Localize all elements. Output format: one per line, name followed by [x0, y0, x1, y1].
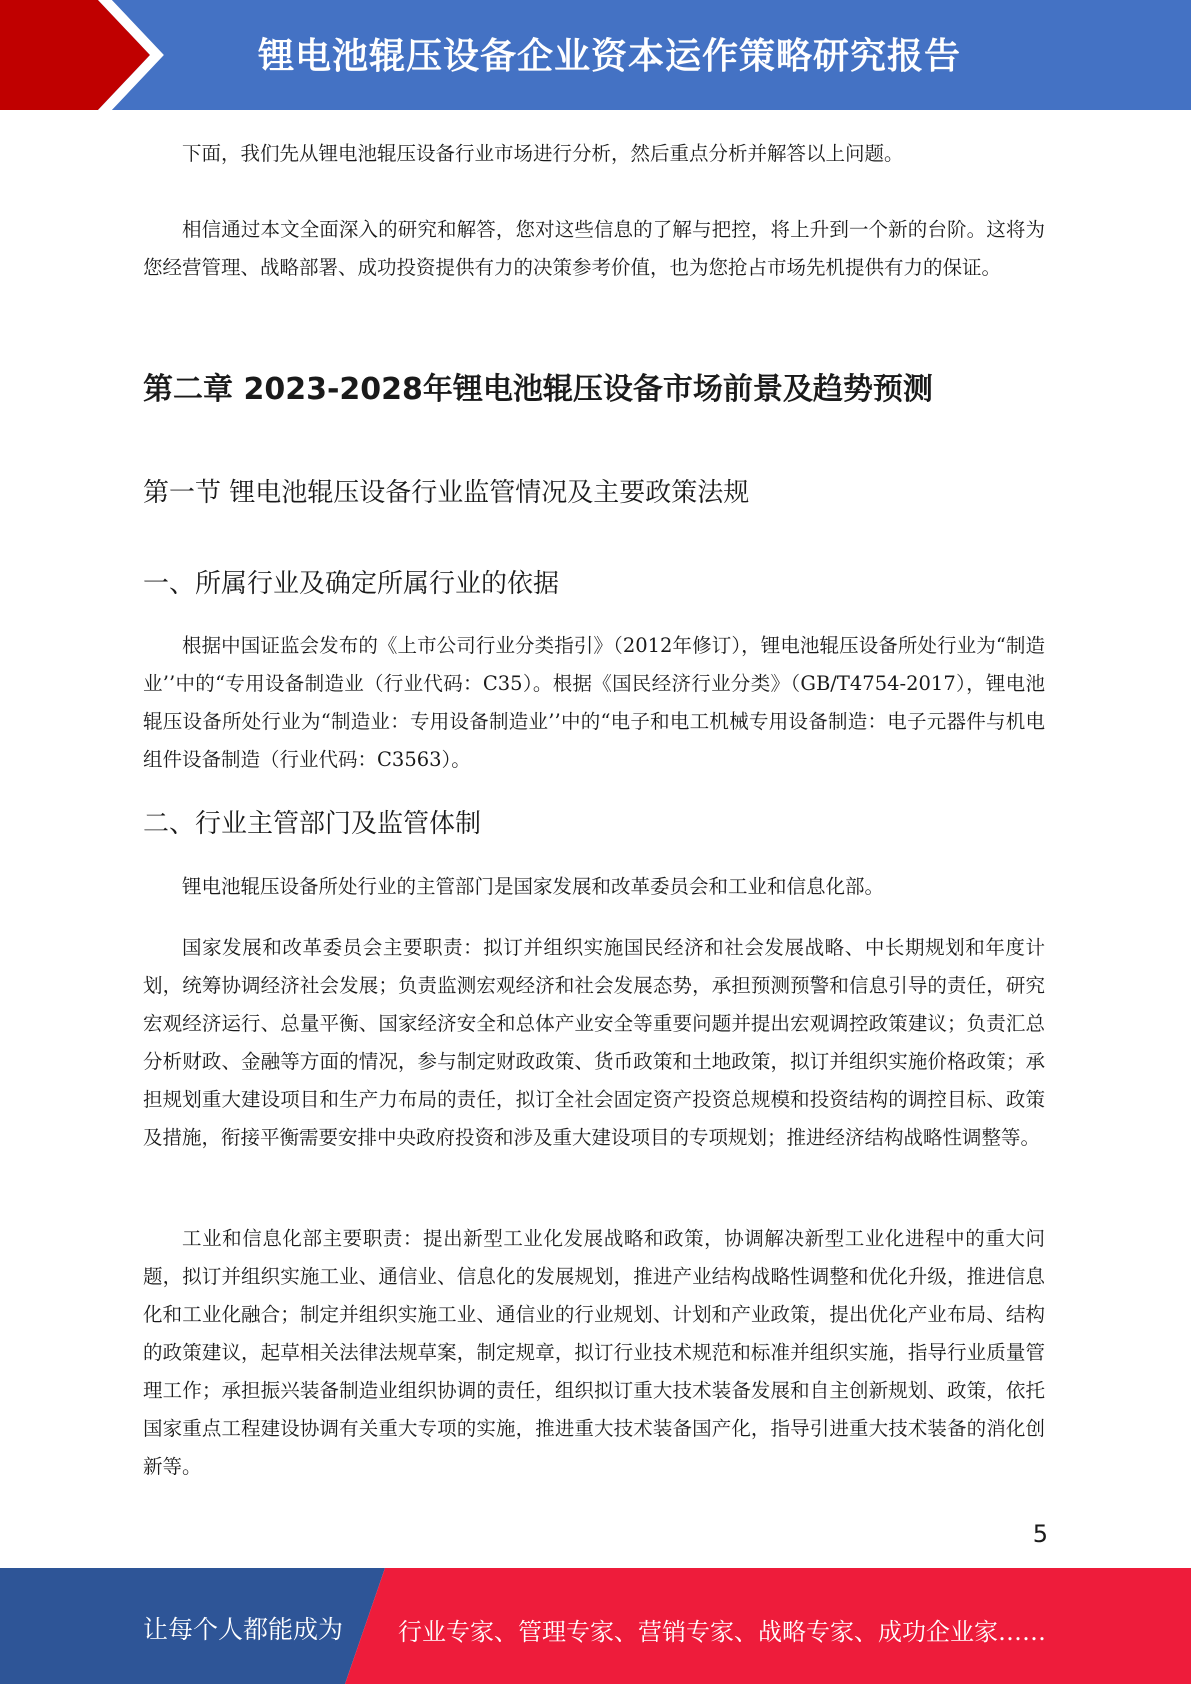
- ndrc-duties-paragraph-wrap: [143, 929, 1045, 1157]
- regulator-paragraph: 锂电池辊压设备所处行业的主管部门是国家发展和改革委员会和工业和信息化部。: [182, 875, 885, 898]
- miit-duties-paragraph: 工业和信息化部主要职责：提出新型工业化发展战略和政策，协调解决新型工业化进程中的重大问题，拟订并组织实施工业、通信业、信息化的发展规划，推进产业结构战略性调整和优化升级，推进信息化和工业化融合；制定并组织实施工业、通信业的行业规划、计划和产业政策，提出优化产业布局、结构的政策建议，起草相关法律法规草案，制定规章，拟订行业技术规范和标准并组织实施，指导行业质量管理工作；承担振兴装备制造业组织协调的责任，组织拟订重大技术装备发展和自主创新规划、政策，依托国家重点工程建设协调有关重大专项的实施，推进重大技术装备国产化，指导引进重大技术装备的消化创新等。: [143, 1227, 1045, 1478]
- ndrc-duties-paragraph: 国家发展和改革委员会主要职责：拟订并组织实施国民经济和社会发展战略、中长期规划和年度计划，统筹协调经济社会发展；负责监测宏观经济和社会发展态势，承担预测预警和信息引导的责任，研究宏观经济运行、总量平衡、国家经济安全和总体产业安全等重要问题并提出宏观调控政策建议；负责汇总分析财政、金融等方面的情况，参与制定财政政策、货币政策和土地政策，拟订并组织实施价格政策；承担规划重大建设项目和生产力布局的责任，拟订全社会固定资产投资总规模和投资结构的调控目标、政策及措施，衔接平衡需要安排中央政府投资和涉及重大建设项目的专项规划；推进经济结构战略性调整等。: [143, 936, 1045, 1149]
- page-number: 5: [1032, 1520, 1048, 1548]
- industry-classification-paragraph: 根据中国证监会发布的《上市公司行业分类指引》（2012年修订），锂电池辊压设备所处行业为“制造业’’中的“专用设备制造业（行业代码：C35）。根据《国民经济行业分类》（GB/T4754-2017），锂电池辊压设备所处行业为“制造业：专用设备制造业’’中的“电子和电工机械专用设备制造：电子元器件与机电组件设备制造（行业代码：C3563）。: [143, 634, 1045, 771]
- page-header: [0, 0, 1191, 110]
- intro-paragraph-1-wrap: [143, 135, 1045, 173]
- intro-paragraph-2: 相信通过本文全面深入的研究和解答，您对这些信息的了解与把控，将上升到一个新的台阶。这将为您经营管理、战略部署、成功投资提供有力的决策参考价值，也为您抢占市场先机提供有力的保证。: [143, 218, 1045, 279]
- footer-slogan-right: 行业专家、管理专家、营销专家、战略专家、成功企业家……: [398, 1618, 1046, 1646]
- section-title: 第一节 锂电池辊压设备行业监管情况及主要政策法规: [143, 478, 750, 508]
- industry-classification-paragraph-wrap: [143, 627, 1045, 779]
- chapter-title: 第二章 2023-2028年锂电池辊压设备市场前景及趋势预测: [143, 372, 933, 407]
- footer-slogan-left: 让每个人都能成为: [143, 1615, 344, 1644]
- intro-paragraph-1: 下面，我们先从锂电池辊压设备行业市场进行分析，然后重点分析并解答以上问题。: [182, 142, 904, 165]
- regulator-paragraph-wrap: [143, 868, 1045, 906]
- header-title: 锂电池辊压设备企业资本运作策略研究报告: [258, 36, 962, 77]
- subsection-title-2: 二、行业主管部门及监管体制: [143, 809, 482, 839]
- miit-duties-paragraph-wrap: [143, 1220, 1045, 1486]
- page-footer: [0, 1568, 1191, 1684]
- intro-paragraph-2-wrap: [143, 211, 1045, 287]
- subsection-title-1: 一、所属行业及确定所属行业的依据: [143, 569, 560, 599]
